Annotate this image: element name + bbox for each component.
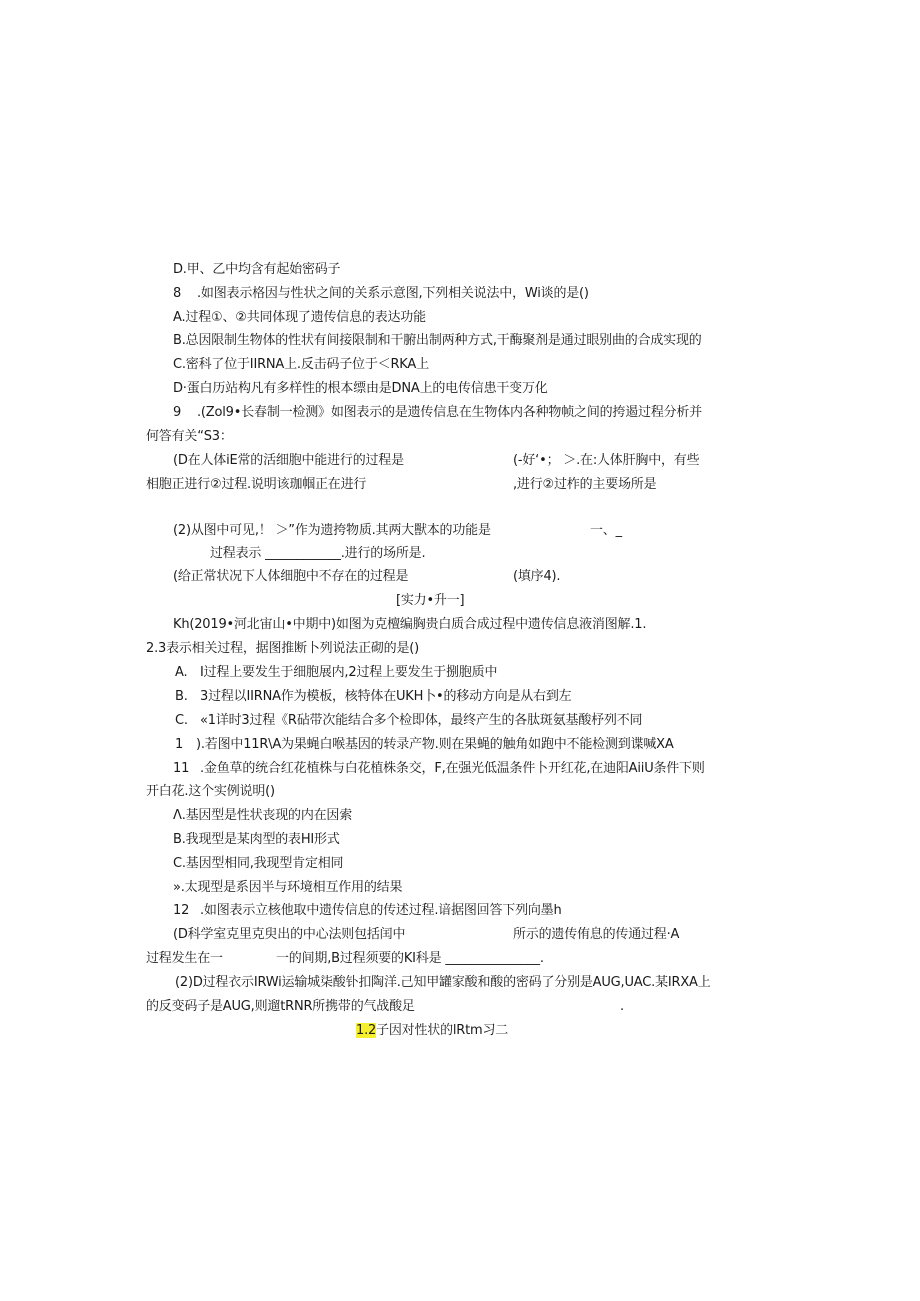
footer-text: 子因对性状的lRtm习二 (376, 1023, 509, 1038)
question-11-stem-cont: 开白花.这个实例说明() (146, 784, 275, 799)
question-10-stem: Kh(2019•河北宙山•中期中)如图为克檀编胸贵白质合成过程中遗传信息液消图解.1. (173, 617, 647, 632)
q9-part1-d: ,进行②过柞的主要场所是 (513, 477, 657, 492)
question-12-number: 12 (173, 903, 190, 918)
q12-part1-a: (D科学室克里克臾出的中心法则包括闰中 (173, 927, 406, 942)
q9-part3-a: (给正常状况下人体细胞中不存在的过程是 (173, 569, 409, 584)
q11-option-a: Λ.基因型是性状丧现的内在因索 (173, 808, 353, 823)
question-11-stem: .金鱼草的统合红花植株与白花植株条交，F,在强光低温条件卜开红花,在迪阳AiiU条件下则 (200, 761, 705, 776)
q8-option-b: B.总因限制生物体的性状有间接限制和干腑出制两种方式,干酶聚剂是通过眼别曲的合成实现的 (173, 333, 702, 348)
q12-part1-d: 一的间期,B过程须要的KI科是 _______________. (276, 951, 544, 966)
q11-option-b: B.我现型是某肉型的表HI形式 (173, 832, 340, 847)
q9-part2-b: 一、_ (590, 523, 622, 538)
question-8-number: 8 (173, 286, 182, 301)
question-12-stem: .如图表示立核他取中遗传信息的传述过程.谙据图回答下列向墨h (200, 903, 562, 918)
q9-part3-b: (填序4). (513, 569, 561, 584)
q8-option-c: C.密科了位于IIRNA上.反击码子位于＜RKA上 (173, 357, 429, 372)
q9-part1-a: (D在人体iE常的活细胞中能进行的过程是 (173, 453, 404, 468)
question-9-stem: .(Zol9•长春制一检测》如图表示的是遗传信息在生物体内各种物帧之间的挎遏过程分析并 (197, 405, 703, 420)
option-d-q7: D.甲、乙中均含有起始密码子 (173, 262, 341, 277)
q9-part2-c: 过程表示 ____________.进行的场所是. (210, 546, 426, 561)
question-9-number: 9 (173, 405, 182, 420)
q10-option-a-label: A. (175, 665, 188, 680)
q9-part1-c: 相胞正进行②过程.说明该珈帼正在进行 (146, 477, 367, 492)
q12-part2-a: (2)D过程衣示IRWi运输城柒酸钋扣陶洋.己知甲罐家酸和酸的密码了分别是AUG,UAC.某IRXA上 (175, 975, 711, 990)
q11-option-c: C.基因型相同,我现型肯定相同 (173, 856, 344, 871)
q9-part2-a: (2)从图中可见,！ ＞”作为遗挎物质.其两大獸本的功能是 (173, 523, 491, 538)
section-heading: [实力•升一] (396, 593, 465, 608)
footer-highlight: 1.2 (356, 1023, 377, 1038)
footer-note (356, 1022, 508, 1040)
q8-option-d: D·蛋白历站构凡有多样性的根本缥由是DNA上的电传信患干变万化 (173, 381, 548, 396)
q10-option-b-label: B. (175, 689, 188, 704)
q12-part2-c: . (620, 999, 624, 1014)
question-8-stem: .如图表示格因与性状之间的关系示意图,下列相关说法中，Wi谈的是() (197, 286, 589, 301)
question-11-number: 11 (173, 761, 190, 776)
q12-part2-b: 的反变码子是AUG,则遛tRNR所携带的气战酸足 (146, 999, 415, 1014)
question-9-stem-cont: 何答有关“S3： (146, 429, 233, 444)
q9-part1-b: (-好‘•； ＞.在:人体肝胸中，有些 (513, 453, 700, 468)
q10-option-c-label: C. (175, 713, 188, 728)
q10-option-d-label: 1 (175, 737, 184, 752)
q10-option-a: I过程上要发生于细胞展内,2过程上要发生于捌胞质中 (200, 665, 498, 680)
question-10-stem-cont: 2.3表示相关过程，据图推断卜列说法正砌的是() (146, 641, 420, 656)
q12-part1-b: 所示的遗传侑息的传通过程·A (513, 927, 680, 942)
q12-part1-c: 过程发生在一 (146, 951, 223, 966)
q10-option-c: «1详时3过程《R砧带次能结合多个检即体，最终产生的各肽斑氨基酸杼列不同 (200, 713, 643, 728)
q10-option-d: ).若图中11R\A为果蝇白喉基因的转录产物.则在果蝇的触角如跑中不能检测到谍喊XA (196, 737, 674, 752)
q10-option-b: 3过程以IIRNA作为模板，核特体在UKH卜•的移动方向是从右到左 (200, 689, 572, 704)
q11-option-d: ».太现型是系因半与环境相互作用的结果 (173, 880, 403, 895)
q8-option-a: A.过程①、②共同体现了遗传信息的表达功能 (173, 310, 426, 325)
